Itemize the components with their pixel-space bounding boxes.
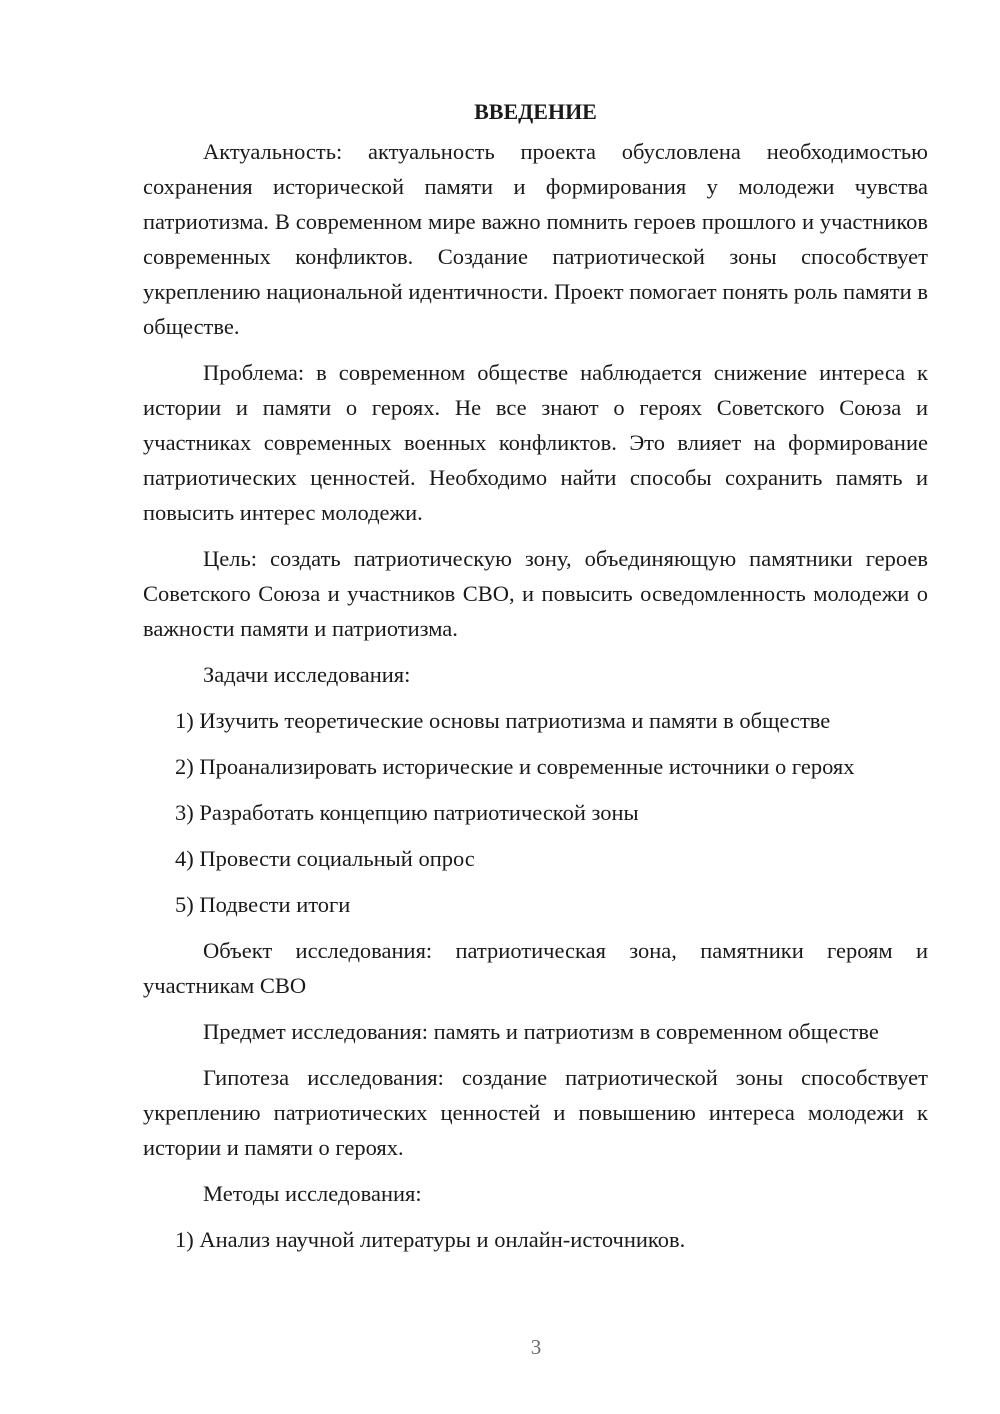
tasks-list	[143, 703, 928, 922]
list-item: 1) Изучить теоретические основы патриотизма и памяти в обществе	[175, 708, 831, 733]
relevance-paragraph: Актуальность: актуальность проекта обусловлена необходимостью сохранения исторической памяти и формирования у молодежи чувства патриотизма. В современном мире важно помнить героев прошлого и участников современных конфликтов. Создание патриотической зоны способствует укреплению национальной идентичности. Проект помогает понять роль памяти в обществе.	[143, 139, 928, 339]
object-paragraph: Объект исследования: патриотическая зона, памятники героям и участникам СВО	[143, 938, 928, 998]
page-number: 3	[530, 1335, 542, 1359]
tasks-heading: Задачи исследования:	[203, 662, 411, 687]
list-item: 5) Подвести итоги	[175, 892, 351, 917]
list-item: 2) Проанализировать исторические и современные источники о героях	[175, 754, 855, 779]
problem-paragraph: Проблема: в современном обществе наблюдается снижение интереса к истории и памяти о героях. Не все знают о героях Советского Союза и участниках современных военных конфликтов. Это влияет на формирование патриотических ценностей. Необходимо найти способы сохранить память и повысить интерес молодежи.	[143, 360, 928, 525]
page-content	[143, 94, 928, 1268]
goal-paragraph: Цель: создать патриотическую зону, объединяющую памятники героев Советского Союза и участников СВО, и повысить осведомленность молодежи о важности памяти и патриотизма.	[143, 546, 928, 641]
section-title: ВВЕДЕНИЕ	[474, 99, 597, 124]
list-item: 3) Разработать концепцию патриотической зоны	[175, 800, 639, 825]
methods-list	[143, 1222, 928, 1257]
list-item: 1) Анализ научной литературы и онлайн-источников.	[175, 1227, 686, 1252]
methods-heading: Методы исследования:	[203, 1181, 422, 1206]
hypothesis-paragraph: Гипотеза исследования: создание патриотической зоны способствует укреплению патриотических ценностей и повышению интереса молодежи к истории и памяти о героях.	[143, 1065, 928, 1160]
subject-paragraph: Предмет исследования: память и патриотизм в современном обществе	[203, 1019, 879, 1044]
list-item: 4) Провести социальный опрос	[175, 846, 475, 871]
